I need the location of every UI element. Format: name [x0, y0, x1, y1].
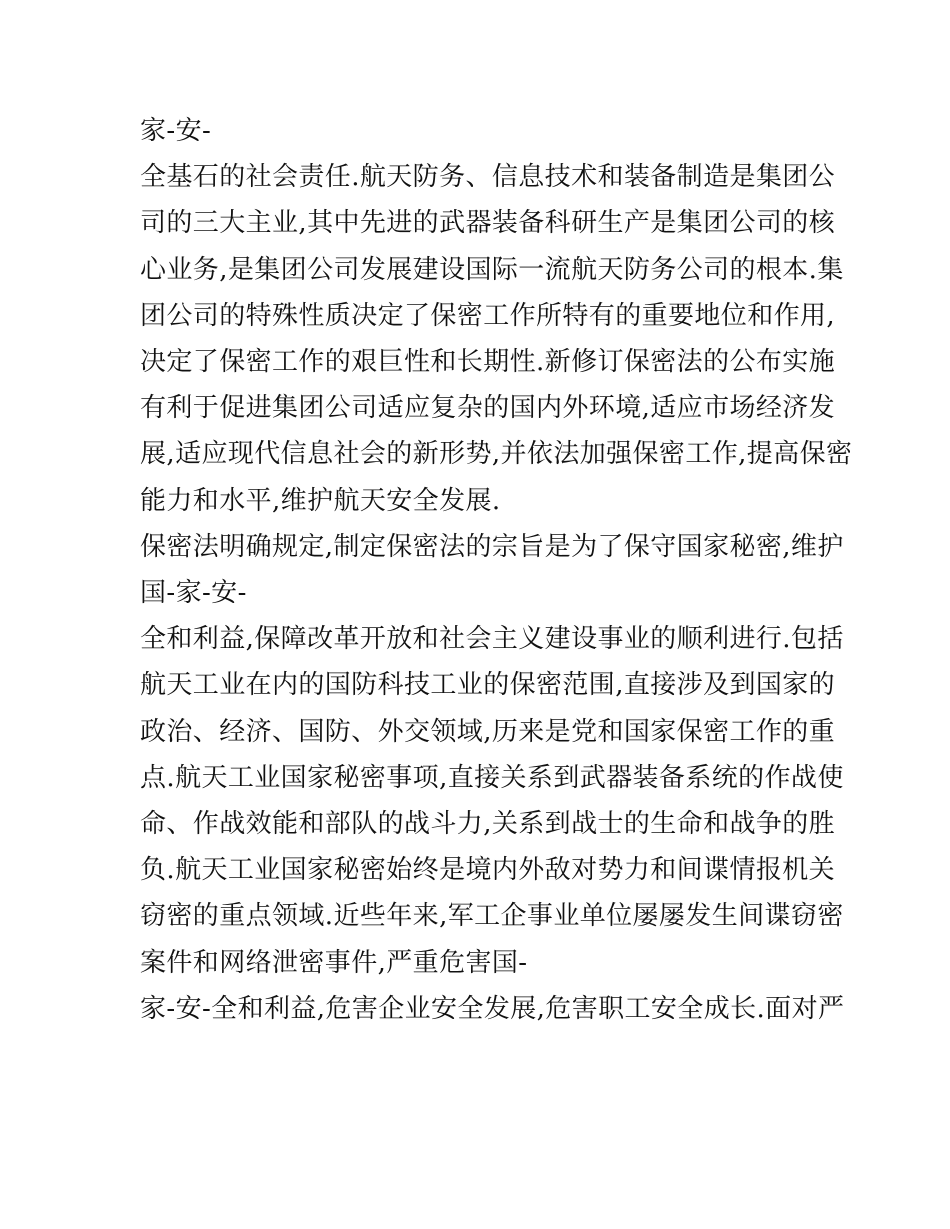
text-line: 案件和网络泄密事件,严重危害国- [140, 947, 528, 978]
text-line: 全基石的社会责任.航天防务、信息技术和装备制造是集团公 [140, 162, 836, 193]
document-page [140, 108, 853, 1032]
text-line: 有利于促进集团公司适应复杂的国内外环境,适应市场经济发 [140, 393, 836, 424]
text-line: 团公司的特殊性质决定了保密工作所特有的重要地位和作用, [140, 300, 836, 331]
text-line: 窃密的重点领域.近些年来,军工企事业单位屡屡发生间谍窃密 [140, 901, 844, 932]
text-line: 全和利益,保障改革开放和社会主义建设事业的顺利进行.包括 [140, 624, 844, 655]
text-line: 能力和水平,维护航天安全发展. [140, 485, 501, 516]
text-line: 政治、经济、国防、外交领域,历来是党和国家保密工作的重 [140, 716, 836, 747]
text-line: 负.航天工业国家秘密始终是境内外敌对势力和间谍情报机关 [140, 855, 836, 886]
text-line: 航天工业在内的国防科技工业的保密范围,直接涉及到国家的 [140, 670, 836, 701]
text-line: 国-家-安- [140, 578, 247, 609]
text-line: 保密法明确规定,制定保密法的宗旨是为了保守国家秘密,维护 [140, 531, 844, 562]
text-line: 司的三大主业,其中先进的武器装备科研生产是集团公司的核 [140, 208, 836, 239]
text-line: 心业务,是集团公司发展建设国际一流航天防务公司的根本.集 [140, 254, 844, 285]
text-line: 决定了保密工作的艰巨性和长期性.新修订保密法的公布实施 [140, 347, 836, 378]
text-line: 家-安- [140, 116, 212, 146]
text-line: 家-安-全和利益,危害企业安全发展,危害职工安全成长.面对严 [140, 993, 845, 1024]
text-line: 命、作战效能和部队的战斗力,关系到战士的生命和战争的胜 [140, 809, 836, 840]
text-line: 展,适应现代信息社会的新形势,并依法加强保密工作,提高保密 [140, 439, 853, 470]
text-line: 点.航天工业国家秘密事项,直接关系到武器装备系统的作战使 [140, 762, 844, 793]
